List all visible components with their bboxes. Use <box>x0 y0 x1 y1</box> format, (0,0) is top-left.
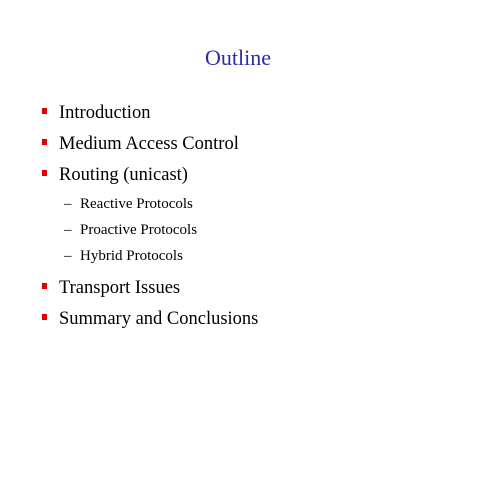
dash-marker: – <box>64 222 72 238</box>
outline-item-label: Introduction <box>59 103 151 123</box>
square-bullet-icon <box>42 283 47 289</box>
square-bullet-icon <box>42 108 47 114</box>
slide-title: Outline <box>205 45 271 70</box>
outline-subitem-label: Hybrid Protocols <box>80 248 183 264</box>
dash-marker: – <box>64 196 72 212</box>
outline-item-label: Medium Access Control <box>59 134 239 154</box>
outline-item-label: Transport Issues <box>59 278 181 298</box>
dash-marker: – <box>64 248 72 264</box>
square-bullet-icon <box>42 314 47 320</box>
outline-subitem-label: Proactive Protocols <box>80 222 198 238</box>
outline-item-label: Summary and Conclusions <box>59 309 259 329</box>
outline-subitem-reactive-protocols <box>0 193 480 219</box>
outline-item-introduction <box>0 100 480 131</box>
outline-item-medium-access-control <box>0 131 480 162</box>
square-bullet-icon <box>42 139 47 145</box>
outline-list <box>0 100 480 337</box>
outline-item-label: Routing (unicast) <box>59 165 188 185</box>
outline-item-summary-and-conclusions <box>0 306 480 337</box>
outline-subitem-label: Reactive Protocols <box>80 196 193 212</box>
outline-subitem-hybrid-protocols <box>0 245 480 271</box>
square-bullet-icon <box>42 170 47 176</box>
outline-item-transport-issues <box>0 275 480 306</box>
outline-item-routing <box>0 162 480 193</box>
outline-subitem-proactive-protocols <box>0 219 480 245</box>
